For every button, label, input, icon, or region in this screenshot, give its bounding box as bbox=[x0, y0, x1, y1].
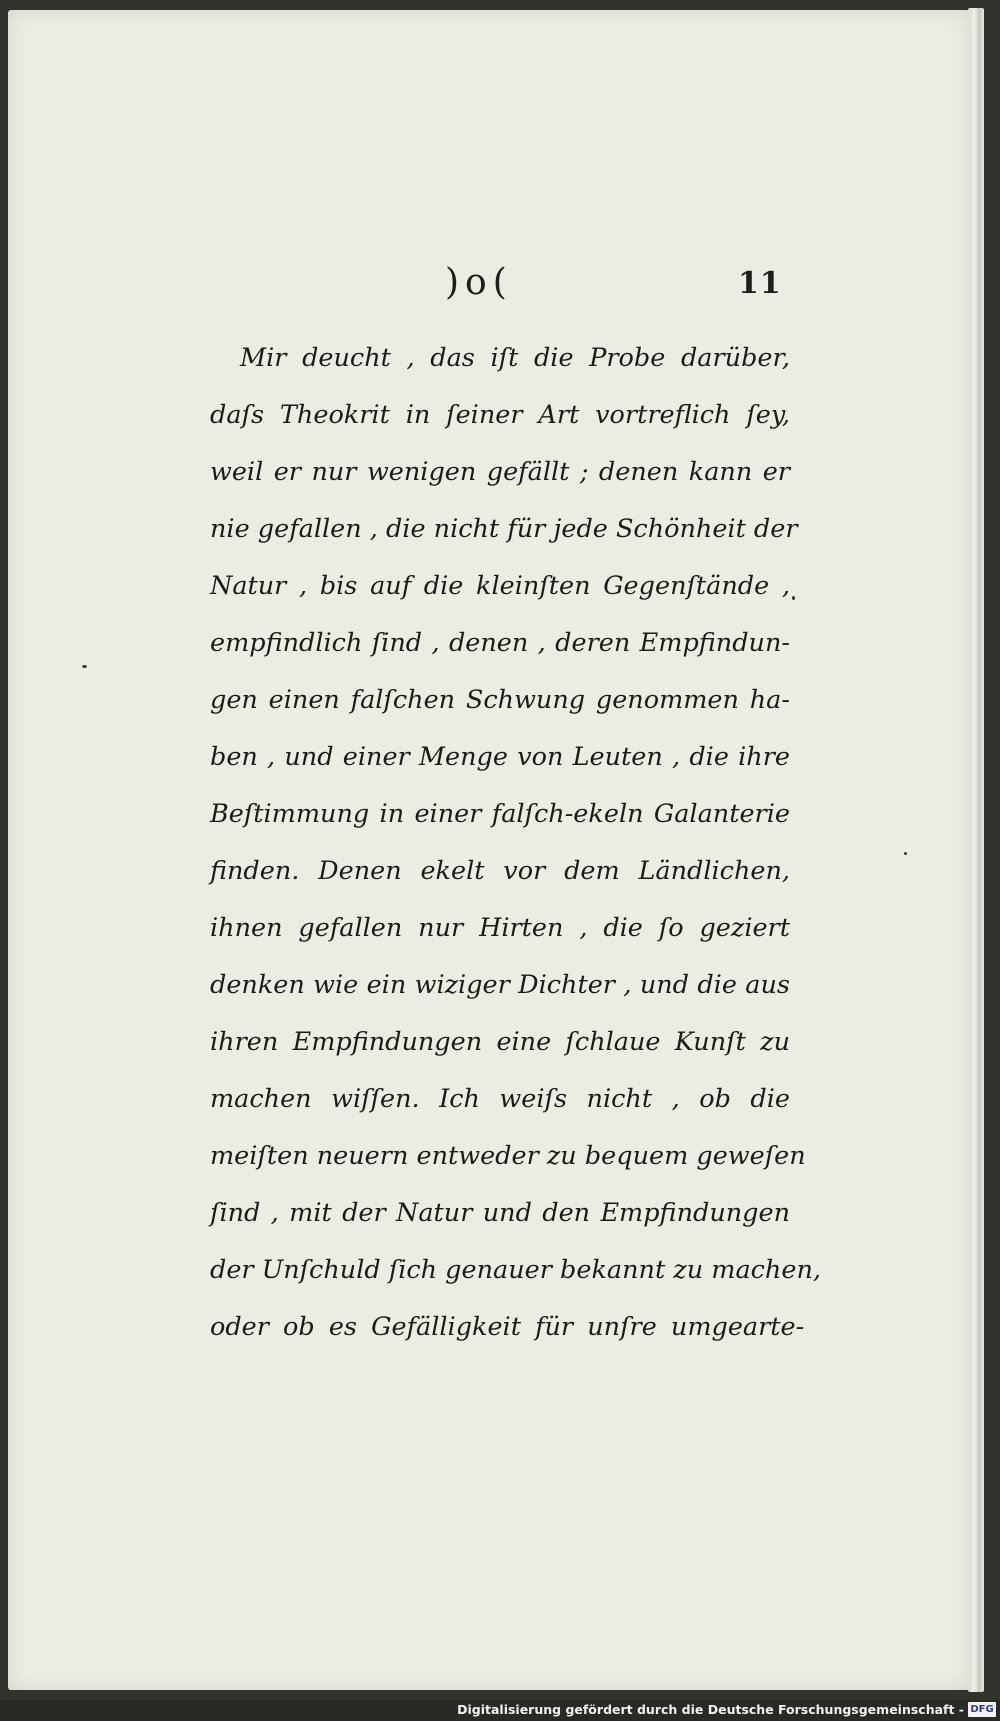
digitization-credit: Digitalisierung gefördert durch die Deutsche Forschungsgemeinschaft - bbox=[457, 1702, 964, 1717]
dfg-logo: DFG bbox=[968, 1702, 996, 1717]
text-line: Mir deucht , das iſt die Probe darüber, bbox=[240, 343, 790, 373]
text-line: daſs Theokrit in ſeiner Art vortreflich ſey, bbox=[210, 400, 790, 430]
page-body-text bbox=[210, 330, 821, 1356]
text-line: ben , und einer Menge von Leuten , die ihre bbox=[210, 742, 790, 772]
text-line: denken wie ein wiziger Dichter , und die aus bbox=[210, 970, 790, 1000]
text-line: empfindlich ſind , denen , deren Empfindun- bbox=[210, 628, 790, 658]
header-ornament: )o( bbox=[445, 262, 513, 303]
text-line: Natur , bis auf die kleinſten Gegenſtände , bbox=[210, 571, 790, 601]
text-line: finden. Denen ekelt vor dem Ländlichen, bbox=[210, 856, 790, 886]
paper-speck bbox=[82, 665, 87, 668]
text-line: meiſten neuern entweder zu bequem geweſen bbox=[210, 1141, 806, 1171]
text-line: ihnen gefallen nur Hirten , die ſo geziert bbox=[210, 913, 790, 943]
text-line: ihren Empfindungen eine ſchlaue Kunſt zu bbox=[210, 1027, 790, 1057]
text-line: der Unſchuld ſich genauer bekannt zu machen, bbox=[210, 1255, 821, 1285]
text-line: Beſtimmung in einer falſch-ekeln Galanterie bbox=[210, 799, 790, 829]
text-line: weil er nur wenigen gefällt ; denen kann er bbox=[210, 457, 790, 487]
text-line: ſind , mit der Natur und den Empfindungen bbox=[210, 1198, 790, 1228]
text-line: oder ob es Gefälligkeit für unſre umgearte- bbox=[210, 1312, 805, 1342]
paper-speck bbox=[792, 596, 795, 600]
text-line: nie gefallen , die nicht für jede Schönheit der bbox=[210, 514, 798, 544]
paper-speck bbox=[904, 852, 907, 855]
text-line: gen einen falſchen Schwung genommen ha- bbox=[210, 685, 790, 715]
text-line: machen wiſſen. Ich weiſs nicht , ob die bbox=[210, 1084, 790, 1114]
page-edge bbox=[968, 8, 984, 1692]
page-number: 11 bbox=[738, 266, 782, 301]
